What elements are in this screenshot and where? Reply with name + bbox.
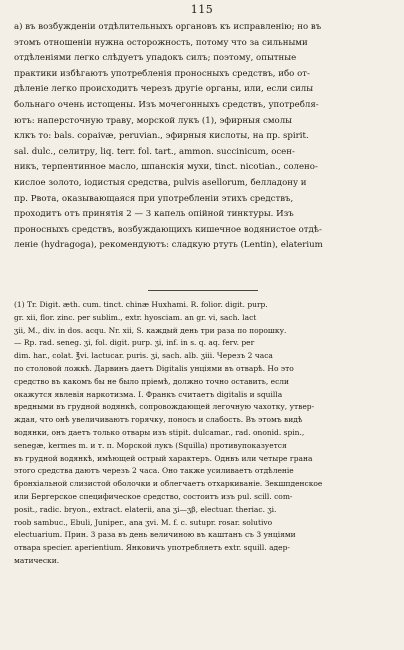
body-line: проходитъ отъ принятія 2 — 3 капель опійной тинктуры. Изъ	[14, 209, 294, 220]
footnote-line: окажутся явлевія наркотизма. І. Франкъ считаетъ digitalis и squilla	[14, 389, 283, 399]
footnote-line: отвара specier. aperientium. Янковичъ употребляетъ extr. squill. aдер-	[14, 543, 290, 553]
body-line: леніе (hydragoga), рекомендуютъ: сладкую ртуть (Lentin), elaterium	[14, 240, 323, 251]
footnote-line: этого средства даютъ черезъ 2 часа. Оно также усиливаетъ отдѣленіе	[14, 466, 294, 476]
body-line: отдѣленіями легко слѣдуетъ упадокъ силъ; поэтому, опытные	[14, 53, 297, 64]
body-line: практики избѣгаютъ употребленія проносныхъ средствъ, ибо от-	[14, 68, 310, 79]
body-line: проносныхъ средствъ, возбуждающихъ кишечное водянистое отдѣ-	[14, 224, 322, 235]
footnote-line: — Rp. rad. seneg. ʒi, fol. digit. purp. ʒi, inf. in s. q. aq. ferv. per	[14, 338, 255, 348]
footnote-divider	[148, 290, 258, 291]
footnote-line: senegæ, kermes m. и т. п. Морской лукъ (Squilla) противупоказуется	[14, 440, 287, 450]
footnote-line: бронхіальной слизистой оболочки и облегчаетъ отхаркиваніе. Зекшпденское	[14, 479, 323, 489]
footnote-line: средство въ какомъ бы не было пріемѣ, должно точно оставить, если	[14, 376, 290, 386]
footnote-line: или Бергерское специфическое средство, состоитъ изъ pul. scill. com-	[14, 491, 293, 501]
footnote-line: posit., radic. bryon., extract. elaterii, ana ʒi—ʒβ, electuar. theriac. ʒi.	[14, 504, 277, 514]
footnote-line: ʒii, M., div. in dos. acqu. Nr. xii, S. каждый день три раза по порошку.	[14, 325, 287, 335]
body-line: sal. dulc., селитру, liq. terr. fol. tart., ammon. succinicum, осен-	[14, 146, 295, 157]
body-line: клкъ то: bals. copaivæ, peruvian., эфирныя кислоты, на пр. spirit.	[14, 131, 309, 142]
footnote-line: въ грудной водянкѣ, имѣющей острый характеръ. Однвъ или четыре грана	[14, 453, 313, 463]
body-line: а) въ возбужденіи отдѣлительныхъ органовъ къ исправленію; но въ	[14, 22, 322, 32]
footnote-line: по столовой ложкѣ. Дарвинъ даетъ Digitalis унціями въ отварѣ. Но это	[14, 363, 294, 373]
footnote-line: (1) Tr. Digit. æth. cum. tinct. chinæ Huxhami. R. folior. digit. purp.	[14, 300, 268, 309]
footnote-line: ждая, что онѣ увеличиваютъ горячку, поносъ и слабость. Въ этомъ видѣ	[14, 415, 303, 425]
body-line: этомъ отношеніи нужна осторожность, потому что за сильными	[14, 37, 308, 48]
page-number: 115	[190, 3, 214, 16]
footnote-line: electuarium. Прин. 3 раза въ день величиною въ каштанъ съ 3 унціями	[14, 530, 296, 540]
body-line: кислое золото, іодистыя средства, pulvis asellorum, белладону и	[14, 177, 307, 188]
footnote-line: водянки, онъ даетъ только отвары изъ stipit. dulcamar., rad. ononid. spin.,	[14, 427, 305, 437]
body-line: никъ, терпентинное масло, шпанскія мухи, tinct. nicotian., солено-	[14, 162, 318, 173]
body-line: ютъ: наперсточную траву, морской лукъ (1), эфирныя смолы	[14, 115, 293, 126]
body-line: дѣленіе легко происходитъ черезъ другіе органы, или, если силы	[14, 84, 314, 95]
footnote-line: gr. xii, flor. zinc. per sublim., extr. hyosciam. an gr. vi, sach. lact	[14, 312, 257, 322]
footnote	[14, 299, 390, 568]
body-line: больнаго очень истощены. Изъ мочегонныхъ средствъ, употребля-	[14, 99, 319, 110]
footnote-line: roob sambuc., Ebuli, Juniper., ana ʒvi. M. f. c. sutupr. rosar. solutivo	[14, 517, 273, 527]
footnote-line: dim. har., colat. ℥vi. lactucar. puris. ʒi, sach. alb. ʒiii. Черезъ 2 часа	[14, 351, 273, 361]
footnote-line: вредными въ грудной водянкѣ, сопровождающей легочную чахотку, утвер-	[14, 402, 315, 412]
footnote-line: матически.	[14, 555, 60, 565]
main-text	[14, 20, 390, 254]
body-line: пр. Рвота, оказывающаяся при употребленіи этихъ средствъ,	[14, 193, 294, 204]
